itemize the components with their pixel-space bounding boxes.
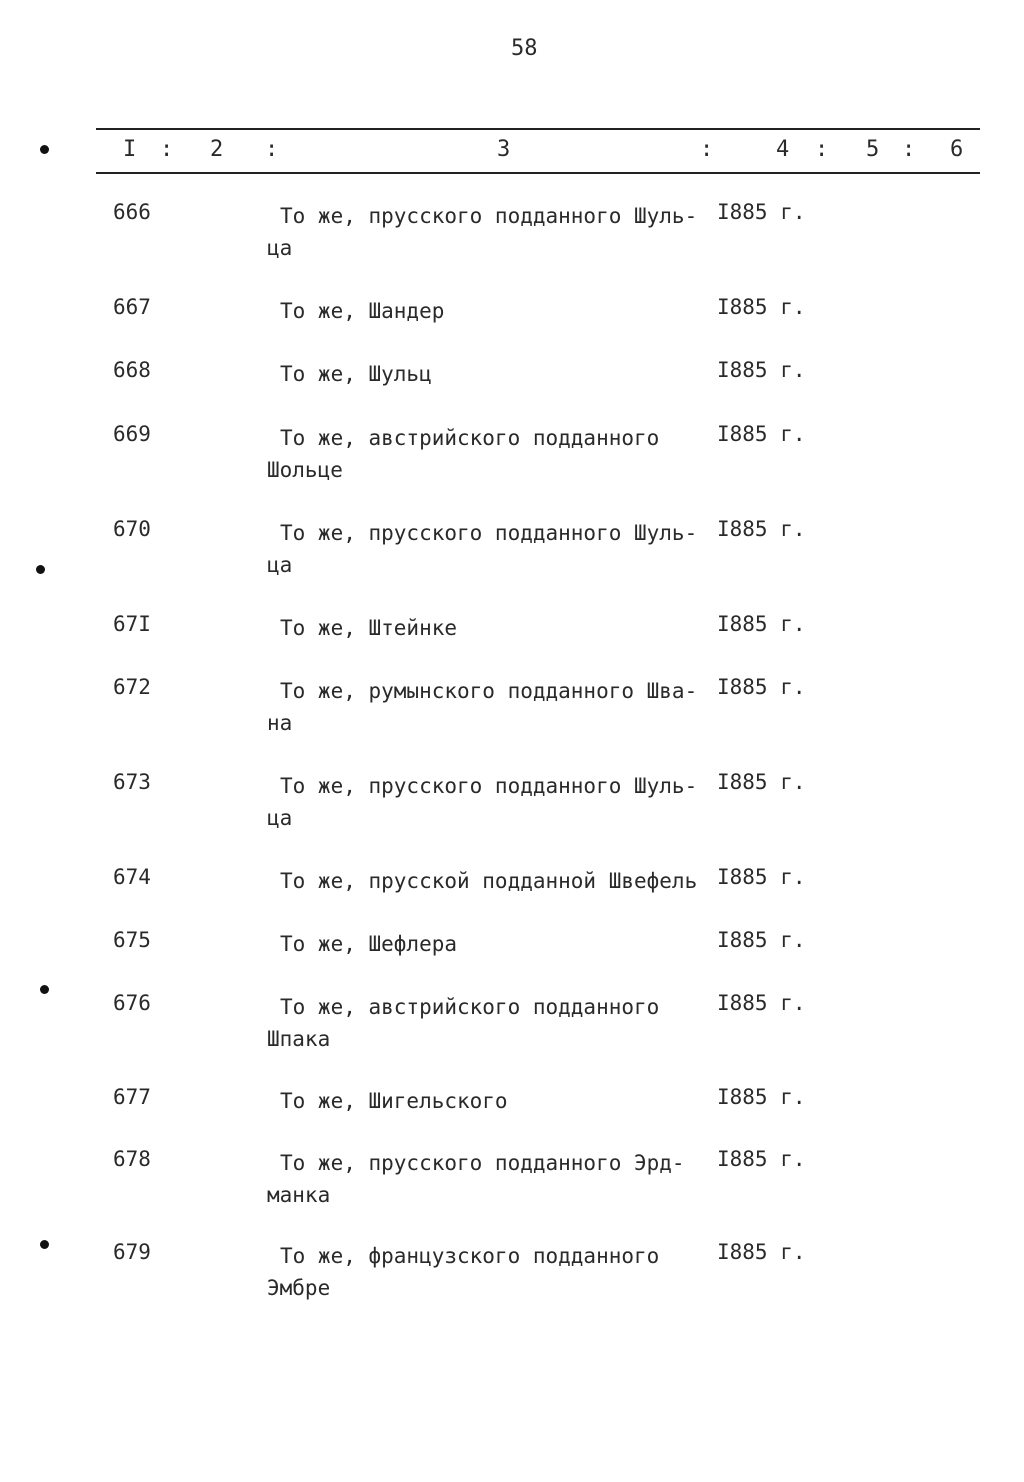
binding-hole-mark xyxy=(40,985,49,994)
row-description xyxy=(267,928,712,960)
header-col-5: 5 xyxy=(866,137,880,162)
binding-hole-mark xyxy=(40,1240,49,1249)
row-date: I885 г. xyxy=(717,517,806,541)
row-description xyxy=(267,295,712,327)
row-number: 670 xyxy=(113,517,151,541)
row-date: I885 г. xyxy=(717,612,806,636)
row-description xyxy=(267,1240,712,1304)
description-line-2: Эмбре xyxy=(267,1276,331,1300)
row-number: 677 xyxy=(113,1085,151,1109)
header-top-rule xyxy=(96,128,980,130)
description-line-1: То же, Шигельского xyxy=(280,1089,508,1113)
row-date: I885 г. xyxy=(717,295,806,319)
header-sep: : xyxy=(902,137,916,162)
description-line-1: То же, французского подданного xyxy=(280,1244,660,1268)
header-bottom-rule xyxy=(96,172,980,174)
row-number: 666 xyxy=(113,200,151,224)
header-col-3: 3 xyxy=(497,137,511,162)
description-line-1: То же, Штейнке xyxy=(280,616,458,640)
row-number: 668 xyxy=(113,358,151,382)
row-date: I885 г. xyxy=(717,358,806,382)
row-number: 673 xyxy=(113,770,151,794)
description-line-2: на xyxy=(267,711,293,735)
row-number: 678 xyxy=(113,1147,151,1171)
header-sep: : xyxy=(265,137,279,162)
description-line-1: То же, Шандер xyxy=(280,299,445,323)
row-number: 672 xyxy=(113,675,151,699)
description-line-2: манка xyxy=(267,1183,331,1207)
row-date: I885 г. xyxy=(717,200,806,224)
row-number: 679 xyxy=(113,1240,151,1264)
description-line-2: Шпака xyxy=(267,1027,331,1051)
description-line-2: Шольце xyxy=(267,458,343,482)
row-description xyxy=(267,770,712,834)
description-line-1: То же, австрийского подданного xyxy=(280,995,660,1019)
description-line-1: То же, Шульц xyxy=(280,362,432,386)
row-date: I885 г. xyxy=(717,675,806,699)
row-date: I885 г. xyxy=(717,1147,806,1171)
page-number: 58 xyxy=(511,36,538,61)
description-line-1: То же, прусского подданного Шуль- xyxy=(280,774,698,798)
description-line-1: То же, прусского подданного Эрд- xyxy=(280,1151,685,1175)
row-date: I885 г. xyxy=(717,865,806,889)
header-sep: : xyxy=(700,137,714,162)
row-date: I885 г. xyxy=(717,770,806,794)
header-col-1: I xyxy=(123,137,137,162)
description-line-1: То же, прусской подданной Швефель xyxy=(280,869,698,893)
header-sep: : xyxy=(160,137,174,162)
row-date: I885 г. xyxy=(717,928,806,952)
row-date: I885 г. xyxy=(717,422,806,446)
row-number: 676 xyxy=(113,991,151,1015)
row-number: 669 xyxy=(113,422,151,446)
row-description xyxy=(267,200,712,264)
row-number: 67I xyxy=(113,612,151,636)
row-number: 674 xyxy=(113,865,151,889)
row-date: I885 г. xyxy=(717,991,806,1015)
row-date: I885 г. xyxy=(717,1085,806,1109)
row-description xyxy=(267,865,712,897)
header-col-2: 2 xyxy=(210,137,224,162)
description-line-1: То же, румынского подданного Шва- xyxy=(280,679,698,703)
description-line-2: ца xyxy=(267,236,293,260)
row-description xyxy=(267,517,712,581)
row-description xyxy=(267,675,712,739)
binding-hole-mark xyxy=(36,565,45,574)
header-col-4: 4 xyxy=(776,137,790,162)
header-col-6: 6 xyxy=(950,137,964,162)
row-description xyxy=(267,358,712,390)
row-description xyxy=(267,1085,712,1117)
description-line-2: ца xyxy=(267,553,293,577)
description-line-1: То же, австрийского подданного xyxy=(280,426,660,450)
row-description xyxy=(267,612,712,644)
description-line-1: То же, прусского подданного Шуль- xyxy=(280,521,698,545)
row-description xyxy=(267,1147,712,1211)
row-description xyxy=(267,422,712,486)
row-number: 667 xyxy=(113,295,151,319)
binding-hole-mark xyxy=(40,145,49,154)
row-number: 675 xyxy=(113,928,151,952)
description-line-1: То же, Шефлера xyxy=(280,932,458,956)
description-line-1: То же, прусского подданного Шуль- xyxy=(280,204,698,228)
header-sep: : xyxy=(815,137,829,162)
description-line-2: ца xyxy=(267,806,293,830)
row-description xyxy=(267,991,712,1055)
row-date: I885 г. xyxy=(717,1240,806,1264)
